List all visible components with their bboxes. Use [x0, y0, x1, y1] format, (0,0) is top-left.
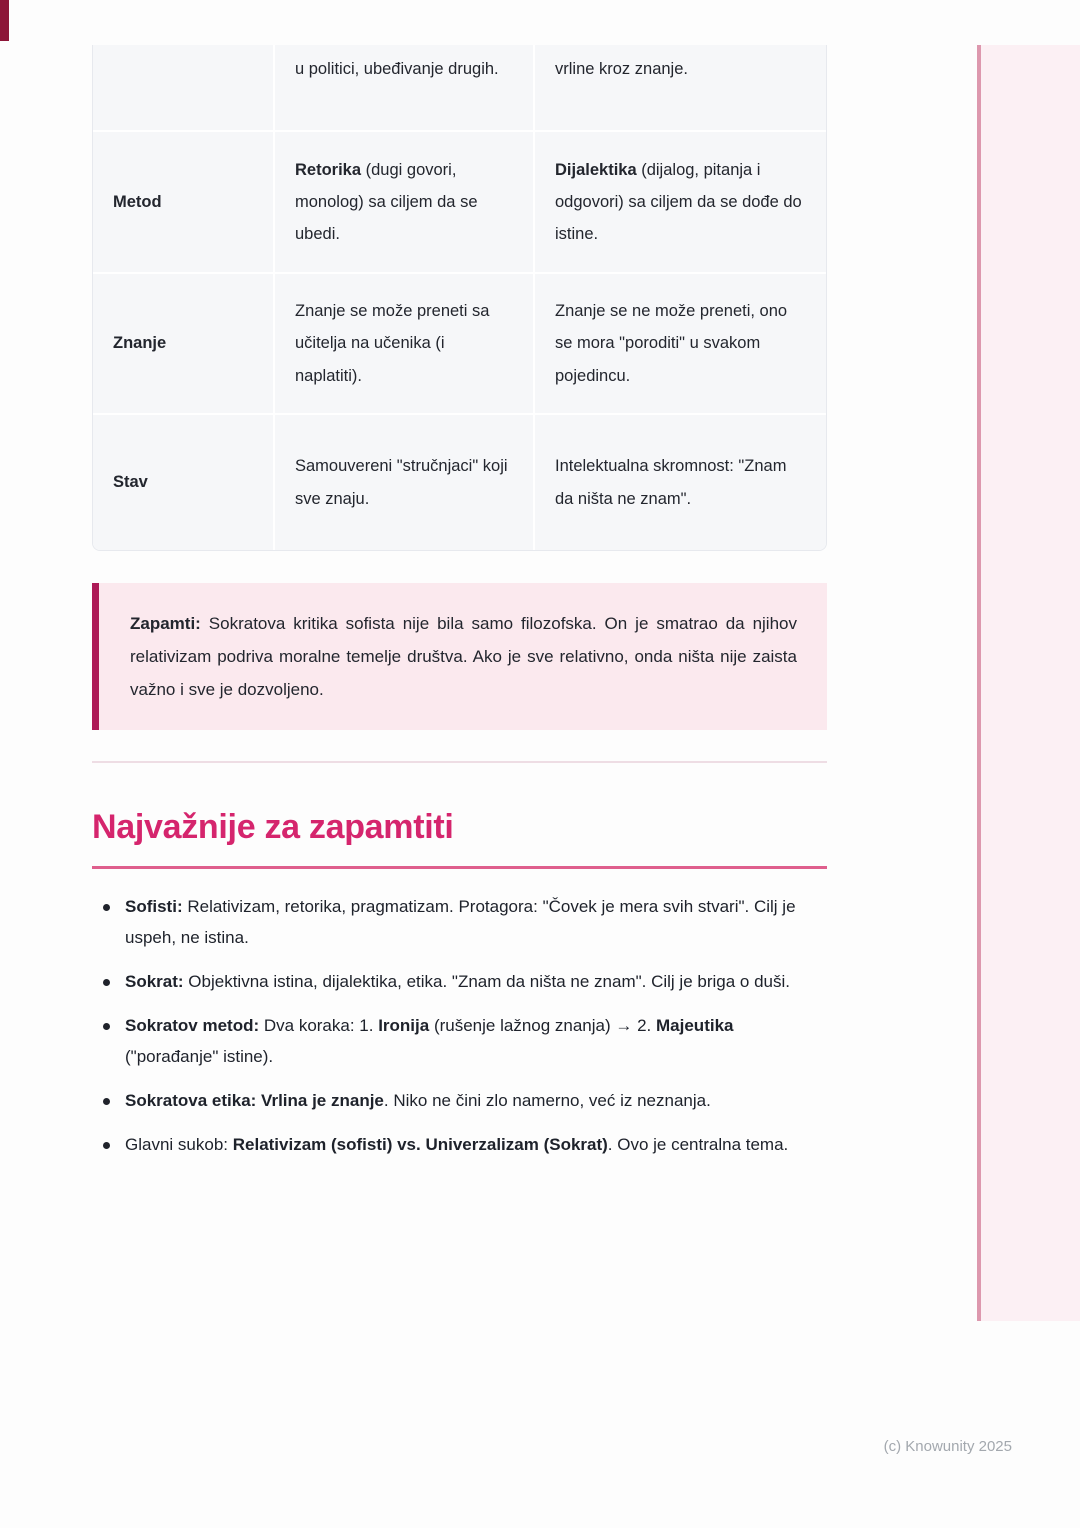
- right-margin-accent-panel: [977, 45, 1080, 1321]
- table-cell-text: vrline kroz znanje.: [555, 60, 688, 78]
- table-cell-sokrat: [535, 132, 827, 272]
- left-edge-accent-bar: [0, 0, 9, 41]
- list-item-glavni-sukob: Glavni sukob: Relativizam (sofisti) vs. Univerzalizam (Sokrat). Ovo je centralna tema.: [92, 1130, 827, 1161]
- table-cell-sokrat: [535, 415, 827, 550]
- table-cell-sokrat: [535, 274, 827, 413]
- table-cell-text: Samouvereni "stručnjaci" koji sve znaju.: [295, 457, 508, 508]
- comparison-table: [92, 45, 827, 551]
- copyright-footer: (c) Knowunity 2025: [883, 1438, 1012, 1455]
- remember-callout-text: Zapamti: Sokratova kritika sofista nije bila samo filozofska. On je smatrao da njihov relativizam podriva moralne temelje društva. Ako je sve relativno, onda ništa nije zaista važno i sve je dozvoljeno.: [130, 614, 797, 700]
- table-row-header: Metod: [93, 132, 273, 272]
- key-points-list: [92, 892, 827, 1174]
- section-divider: [92, 761, 827, 763]
- table-row-header: [93, 45, 273, 130]
- table-cell-text: u politici, ubeđivanje drugih.: [295, 60, 499, 78]
- list-item-sokratova-etika: Sokratova etika: Vrlina je znanje. Niko ne čini zlo namerno, već iz neznanja.: [92, 1086, 827, 1117]
- table-cell-text: Znanje se može preneti sa učitelja na učenika (i naplatiti).: [295, 302, 490, 385]
- list-item-sofisti: Sofisti: Relativizam, retorika, pragmatizam. Protagora: "Čovek je mera svih stvari". Cilj je uspeh, ne istina.: [92, 892, 827, 954]
- section-title-underline: [92, 866, 827, 869]
- table-cell-sofisti: [275, 415, 533, 550]
- table-cell-text: Retorika (dugi govori, monolog) sa ciljem da se ubedi.: [295, 160, 478, 244]
- list-item-sokratov-metod: Sokratov metod: Dva koraka: 1. Ironija (rušenje lažnog znanja) → 2. Majeutika ("porađanje" istine).: [92, 1011, 827, 1073]
- table-cell-sofisti: [275, 274, 533, 413]
- list-item-sokrat: Sokrat: Objektivna istina, dijalektika, etika. "Znam da ništa ne znam". Cilj je briga o duši.: [92, 967, 827, 998]
- table-row-header: Stav: [93, 415, 273, 550]
- table-cell-sofisti: [275, 132, 533, 272]
- table-cell-sofisti: [275, 45, 533, 130]
- table-cell-text: Znanje se ne može preneti, ono se mora "poroditi" u svakom pojedincu.: [555, 302, 788, 385]
- table-row-header: Znanje: [93, 274, 273, 413]
- table-cell-text: Intelektualna skromnost: "Znam da ništa ne znam".: [555, 457, 787, 508]
- table-cell-sokrat: [535, 45, 827, 130]
- remember-callout: [92, 583, 827, 730]
- table-cell-text: Dijalektika (dijalog, pitanja i odgovori) sa ciljem da se dođe do istine.: [555, 160, 802, 244]
- section-title: Najvažnije za zapamtiti: [92, 808, 454, 846]
